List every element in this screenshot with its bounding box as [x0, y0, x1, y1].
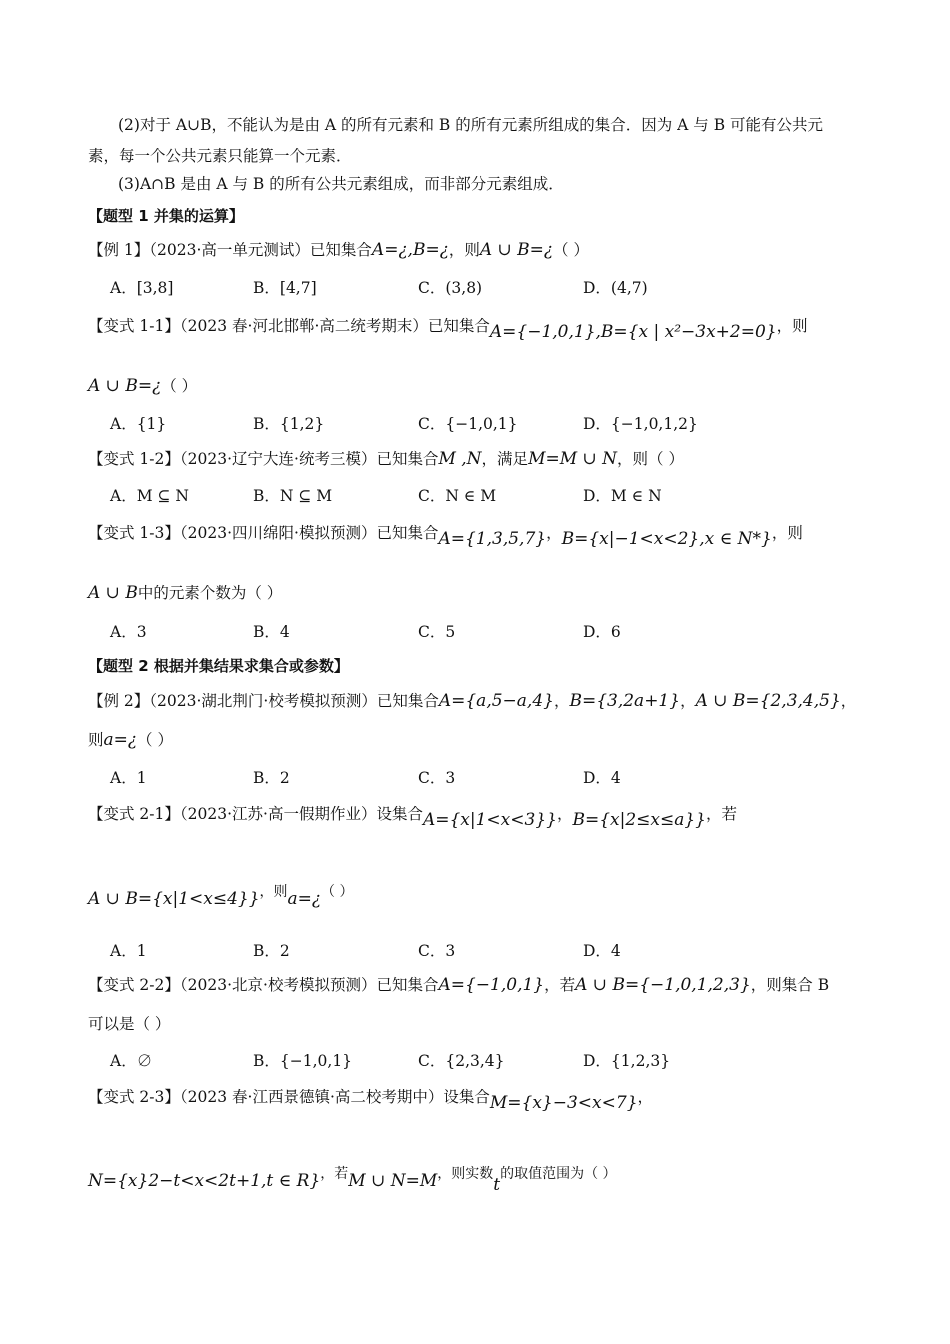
variant-2-1-question: [88, 803, 866, 830]
variant-1-1-label: 【变式 1-1】（2023 春·河北邯郸·高二统考期末）已知集合: [88, 317, 490, 335]
variant-1-2-label: 【变式 1-2】（2023·辽宁大连·统考三模）已知集合: [88, 450, 439, 468]
example-2-sep-2: ，: [680, 692, 696, 710]
example-1-option-a: A．[3,8]: [110, 279, 174, 297]
variant-1-1-tail: ，则: [776, 317, 808, 335]
example-2-line-2: [88, 729, 866, 751]
variant-1-1-paren: （ ）: [161, 377, 198, 395]
variant-2-1-label: 【变式 2-1】（2023·江苏·高一假期作业）设集合: [88, 805, 423, 823]
example-2-paren: （ ）: [137, 731, 173, 749]
variant-1-2-option-c: C．N ∈ M: [418, 487, 497, 505]
variant-1-2-question: [88, 448, 866, 470]
variant-1-1-option-a: A．{1}: [110, 415, 167, 433]
variant-2-1-line2-text: ，则: [259, 884, 288, 900]
example-2-option-c: C．3: [418, 769, 456, 787]
variant-1-2-tail: ，则（ ）: [617, 450, 684, 468]
variant-2-1-line2-math: A ∪ B={x|1<x≤4}}: [88, 889, 260, 909]
variant-2-1-tail: ，若: [706, 805, 738, 823]
variant-1-3-tail: ，则: [771, 524, 803, 542]
variant-2-3-line2-math: N={x}2−t<x<2t+1,t ∈ R}: [88, 1171, 321, 1191]
example-1-math: A=¿,B=¿: [371, 240, 449, 260]
variant-1-1-option-c: C．{−1,0,1}: [418, 415, 518, 433]
section-2-title: 【题型 2 根据并集结果求集合或参数】: [88, 657, 349, 675]
variant-2-2-tail: ，则集合 B: [750, 976, 830, 994]
variant-2-3-line2-sep: ，若: [320, 1166, 349, 1182]
variant-2-2-option-a: A．∅: [110, 1052, 153, 1070]
variant-1-3-option-d: D．6: [583, 623, 621, 641]
paragraph-2-line-1: (2)对于 A∪B，不能认为是由 A 的所有元素和 B 的所有元素所组成的集合．因为 A 与 B 可能有公共元: [118, 116, 824, 134]
variant-1-3-label: 【变式 1-3】（2023·四川绵阳·模拟预测）已知集合: [88, 524, 439, 542]
variant-2-3-line2-text: ，则实数: [437, 1166, 494, 1182]
variant-1-1-option-d: D．{−1,0,1,2}: [583, 415, 698, 433]
variant-2-3-math: M={x}−3<x<7}: [489, 1093, 638, 1113]
variant-2-3-tail: ，: [637, 1088, 654, 1106]
example-2-option-a: A．1: [110, 769, 147, 787]
example-1-question: [88, 239, 866, 261]
variant-2-2-math: A={−1,0,1}: [438, 975, 545, 995]
example-2-sep-1: ，: [553, 692, 570, 710]
example-1-option-b: B．[4,7]: [253, 279, 317, 297]
variant-2-1-math-2: B={x|2≤x≤a}}: [572, 810, 706, 830]
example-2-math-3: A ∪ B={2,3,4,5}: [695, 691, 841, 711]
variant-1-1-line2-math: A ∪ B=¿: [88, 376, 162, 396]
example-1-math-2: A ∪ B=¿: [479, 240, 554, 260]
example-2-math-2: B={3,2a+1}: [569, 691, 681, 711]
variant-2-3-line2-var: t: [493, 1175, 501, 1195]
variant-2-1-option-c: C．3: [418, 942, 456, 960]
example-1-label: 【例 1】（2023·高一单元测试）已知集合: [88, 241, 372, 259]
variant-2-1-option-a: A．1: [110, 942, 147, 960]
variant-1-3-math: A={1,3,5,7}: [438, 529, 547, 549]
example-2-label: 【例 2】（2023·湖北荆门·校考模拟预测）已知集合: [88, 692, 439, 710]
variant-2-3-line2-end: 的取值范围为（ ）: [500, 1166, 617, 1182]
variant-1-3-line2-text: 中的元素个数为（ ）: [137, 584, 283, 602]
variant-1-2-mid: ，满足: [481, 450, 529, 468]
variant-1-2-option-a: A．M ⊆ N: [110, 487, 189, 505]
variant-1-1-line-2: [88, 375, 866, 397]
variant-1-3-sep: ，: [546, 524, 562, 542]
variant-2-2-label: 【变式 2-2】（2023·北京·校考模拟预测）已知集合: [88, 976, 439, 994]
variant-2-2-math-2: A ∪ B={−1,0,1,2,3}: [575, 975, 751, 995]
variant-1-3-question: [88, 522, 866, 549]
variant-1-2-option-b: B．N ⊆ M: [253, 487, 333, 505]
variant-1-3-math-2: B={x|−1<x<2},x ∈ N*}: [561, 529, 772, 549]
example-1-option-c: C．(3,8): [418, 279, 483, 297]
example-1-tail: ，则: [448, 241, 480, 259]
variant-2-2-option-c: C．{2,3,4}: [418, 1052, 505, 1070]
example-2-line2-text: 则: [88, 731, 104, 749]
variant-1-3-line-2: [88, 582, 866, 604]
variant-2-1-option-b: B．2: [253, 942, 290, 960]
paragraph-2-line-2: 素，每一个公共元素只能算一个元素．: [88, 147, 352, 165]
variant-2-1-option-d: D．4: [583, 942, 621, 960]
variant-2-1-sep: ，: [556, 805, 573, 823]
variant-1-2-math: M ,N: [438, 449, 482, 469]
example-2-option-b: B．2: [253, 769, 290, 787]
variant-1-1-math: A={−1,0,1},B={x | x²−3x+2=0}: [489, 322, 777, 342]
variant-2-2-option-d: D．{1,2,3}: [583, 1052, 671, 1070]
example-2-math: A={a,5−a,4}: [438, 691, 554, 711]
variant-2-2-question: [88, 974, 866, 996]
example-1-option-d: D．(4,7): [583, 279, 648, 297]
variant-2-3-line2-math-2: M ∪ N=M: [348, 1171, 438, 1191]
variant-2-3-label: 【变式 2-3】（2023 春·江西景德镇·高二校考期中）设集合: [88, 1088, 490, 1106]
variant-2-3-line-2: [88, 1166, 866, 1195]
variant-2-1-line2-math-2: a=¿: [287, 889, 322, 909]
variant-2-2-option-b: B．{−1,0,1}: [253, 1052, 353, 1070]
variant-1-1-question: [88, 315, 866, 342]
variant-1-3-option-b: B．4: [253, 623, 290, 641]
variant-2-1-math: A={x|1<x<3}}: [422, 810, 557, 830]
example-2-line2-math: a=¿: [103, 730, 138, 750]
example-2-question: [88, 690, 866, 712]
section-1-title: 【题型 1 并集的运算】: [88, 207, 244, 225]
paragraph-3: (3)A∩B 是由 A 与 B 的所有公共元素组成，而非部分元素组成．: [118, 175, 564, 193]
variant-2-1-paren: （ ）: [321, 884, 354, 900]
variant-1-1-option-b: B．{1,2}: [253, 415, 325, 433]
example-1-paren: （ ）: [553, 241, 589, 259]
example-2-option-d: D．4: [583, 769, 621, 787]
variant-1-2-math-2: M=M ∪ N: [528, 449, 618, 469]
example-2-tail: ，: [840, 692, 857, 710]
variant-1-3-option-c: C．5: [418, 623, 456, 641]
variant-2-2-line-2: 可以是（ ）: [88, 1015, 171, 1033]
variant-1-3-option-a: A．3: [110, 623, 147, 641]
variant-2-3-question: [88, 1086, 866, 1113]
variant-1-2-option-d: D．M ∈ N: [583, 487, 662, 505]
variant-2-2-mid: ，若: [544, 976, 576, 994]
variant-2-1-line-2: [88, 884, 866, 911]
variant-1-3-line2-math: A ∪ B: [88, 583, 138, 603]
